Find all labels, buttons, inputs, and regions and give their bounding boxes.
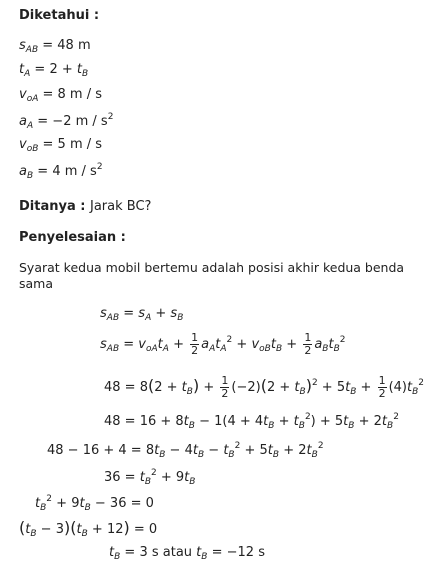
ditanya-text: Jarak BC?: [90, 199, 152, 214]
equation-6: $36 = t_B^2 + 9t_B$: [104, 468, 196, 487]
ditanya-label: Ditanya :: [19, 199, 86, 214]
equation-2: $s_{AB} = v_{oA}t_A$ + $\frac{1}{2}$ $a_At_A^2 + v_{oB}t_B$ + $\frac{1}{2}$ $a_Bt_B^2$: [100, 331, 346, 357]
equation-4: $48 = 16 + 8t_B - 1(4 + 4t_B + t_B^2) + 5t_B + 2t_B^2$: [104, 412, 399, 431]
given-a-a: $a_A = -2$ m / $s^2$: [19, 112, 114, 131]
given-v-ob: $v_{oB} = 5$ m / s: [19, 137, 103, 154]
given-t-a: $t_A = 2 + t_B$: [19, 62, 89, 79]
equation-3: $48 = 8(2 + t_B)$ + $\frac{1}{2}$ $(-2)(2 + t_B)^2 + 5t_B$ + $\frac{1}{2}$ $(4)t_B^2$: [104, 374, 424, 400]
equation-1: $s_{AB} = s_A + s_B$: [100, 306, 184, 323]
heading-ditanya: [19, 199, 151, 214]
explanation-line-2: sama: [19, 276, 54, 291]
given-v-oa: $v_{oA} = 8$ m / s: [19, 87, 103, 104]
equation-8: $(t_B - 3)(t_B + 12) = 0$: [19, 518, 158, 539]
given-a-b: $a_B = 4$ m / $s^2$: [19, 162, 103, 181]
explanation-line-1: Syarat kedua mobil bertemu adalah posisi akhir kedua benda: [19, 260, 405, 275]
equation-7: $t_B^2 + 9t_B - 36 = 0$: [35, 494, 154, 513]
given-s-ab: $s_{AB} = 48$ m: [19, 38, 91, 55]
heading-diketahui: Diketahui :: [19, 8, 100, 23]
equation-9: $t_B = 3$ s atau $t_B = -12$ s: [109, 545, 265, 562]
equation-5: $48 - 16 + 4 = 8t_B - 4t_B - t_B^2 + 5t_B + 2t_B^2$: [47, 441, 324, 460]
heading-penyelesaian: Penyelesaian :: [19, 230, 126, 245]
